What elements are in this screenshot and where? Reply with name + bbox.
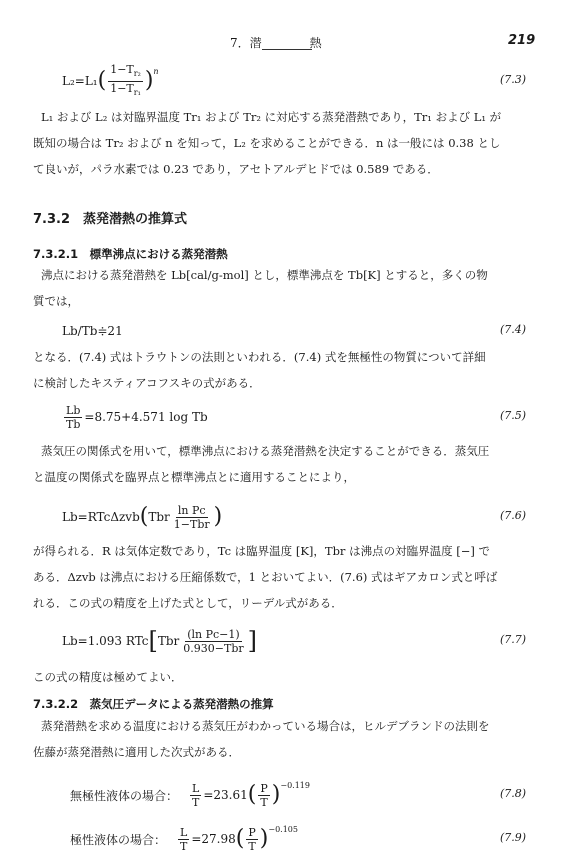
paragraph-1 bbox=[33, 104, 549, 182]
eq79-mid: =27.98 bbox=[191, 832, 236, 846]
subsection-heading-1: 7.3.2.1 標準沸点における蒸発潜熱 bbox=[33, 247, 228, 261]
running-header bbox=[0, 34, 567, 54]
equation-7-4 bbox=[0, 314, 567, 348]
eq79-num1: L bbox=[180, 825, 188, 839]
page-number: 219 bbox=[508, 33, 536, 48]
paragraph-3 bbox=[33, 344, 549, 396]
eq78-num1: L bbox=[192, 781, 200, 795]
eq75-den: Tb bbox=[66, 417, 81, 431]
equation-7-5 bbox=[0, 400, 567, 434]
eq79-den2: T bbox=[248, 839, 256, 853]
eq73-lhs: L₂=L₁ bbox=[62, 74, 98, 88]
eq76-den: 1−Tbr bbox=[173, 517, 210, 531]
eq73-num-sub: r₂ bbox=[133, 69, 141, 79]
para4-line: 蒸気圧の関係式を用いて，標準沸点における蒸発潜熱を決定することができる．蒸気圧 bbox=[41, 444, 490, 458]
para1-line: 既知の場合は Tr₂ および n を知って，L₂ を求めることができる．n は一般には 0.38 とし bbox=[33, 136, 501, 150]
eq77-inner: Tbr bbox=[157, 634, 180, 648]
eq79-num2: P bbox=[248, 825, 256, 839]
para2-line: 質では， bbox=[33, 294, 79, 308]
eq73-num: 1−T bbox=[110, 63, 134, 77]
section-heading: 7.3.2 蒸発潜熱の推算式 bbox=[33, 212, 188, 227]
para3-line: に検討したキスティアコフスキの式がある． bbox=[33, 376, 261, 390]
eq79-exp: −0.105 bbox=[268, 824, 298, 834]
eq78-prefix: 無極性液体の場合： bbox=[70, 788, 179, 803]
subsection-heading-2: 7.3.2.2 蒸気圧データによる蒸発潜熱の推算 bbox=[33, 697, 274, 711]
eq76-inner: Tbr bbox=[148, 510, 170, 524]
eq77-label: (7.7) bbox=[500, 633, 527, 646]
eq78-mid: =23.61 bbox=[203, 788, 248, 802]
para5-line: れる．この式の精度を上げた式として，リーデル式がある． bbox=[33, 596, 343, 610]
para7-line: 蒸発潜熱を求める温度における蒸気圧がわかっている場合は，ヒルデブランドの法則を bbox=[41, 719, 490, 733]
equation-7-3: L₂=L₁ ( $\frac{1-T_{r_2}}{1-T_{r_1}}$ ) $^n$ (7.3) bbox=[62, 63, 527, 97]
equation-7-8: 無極性液体の場合： $\frac{L}{T}$ =23.61 ( $\frac{P}{T}$ ) $^{-0.119}$ (7.8) bbox=[70, 780, 527, 809]
equation-7-6: Lb=RTcΔzvb ( Tbr $\frac{\text{ln Pc}}{\text{1−Tbr}}$ ) (7.6) bbox=[62, 503, 527, 531]
para5-line: が得られる．R は気体定数であり，Tc は臨界温度 [K]，Tbr は沸点の対臨界温度 [−] で bbox=[33, 544, 491, 558]
eq73-den-sub: r₁ bbox=[133, 87, 141, 97]
eq74-label: (7.4) bbox=[500, 323, 527, 336]
eq79-prefix: 極性液体の場合： bbox=[70, 832, 167, 847]
para1-line: L₁ および L₂ は対臨界温度 Tr₁ および Tr₂ に対応する蒸発潜熱であり，Tr₁ および L₁ が bbox=[41, 110, 502, 124]
eq76-lhs: Lb=RTcΔzvb bbox=[62, 510, 140, 524]
para5-line: ある．Δzvb は沸点における圧縮係数で，1 とおいてよい．(7.6) 式はギアカロン式と呼ば bbox=[33, 570, 498, 584]
para3-line: となる．(7.4) 式はトラウトンの法則といわれる．(7.4) 式を無極性の物質について詳細 bbox=[33, 350, 486, 364]
equation-7-7: Lb=1.093 RTc [ Tbr $\frac{\text{(ln Pc−1)}}{\text{0.930−Tbr}}$ ] (7.7) bbox=[62, 627, 527, 655]
eq73-den: 1−T bbox=[110, 81, 134, 95]
running-title: 7．潜 熱 bbox=[230, 36, 322, 50]
eq78-den1: T bbox=[192, 795, 200, 809]
eq76-label: (7.6) bbox=[500, 509, 527, 522]
eq76-num: ln Pc bbox=[177, 503, 206, 517]
eq75-rhs: =8.75+4.571 log Tb bbox=[84, 410, 208, 424]
eq77-den: 0.930−Tbr bbox=[183, 641, 244, 655]
paragraph-5 bbox=[33, 538, 549, 616]
paragraph-4 bbox=[33, 438, 549, 490]
eq73-exp: n bbox=[153, 66, 159, 76]
eq78-num2: P bbox=[260, 781, 268, 795]
eq74-text: Lb/Tb≑21 bbox=[62, 324, 123, 338]
eq75-num: Lb bbox=[66, 403, 81, 417]
eq79-den1: T bbox=[180, 839, 188, 853]
para4-line: と温度の関係式を臨界点と標準沸点とに適用することにより， bbox=[33, 470, 355, 484]
para2-line: 沸点における蒸発潜熱を Lb[cal/g-mol] とし，標準沸点を Tb[K] とすると，多くの物 bbox=[41, 268, 488, 282]
eq78-exp: −0.119 bbox=[280, 780, 310, 790]
eq78-label: (7.8) bbox=[500, 787, 527, 800]
equation-7-9: 極性液体の場合： $\frac{L}{T}$ =27.98 ( $\frac{P}{T}$ ) $^{-0.105}$ (7.9) bbox=[70, 824, 527, 853]
paragraph-6: この式の精度は極めてよい． bbox=[33, 670, 183, 684]
eq77-lhs: Lb=1.093 RTc bbox=[62, 634, 149, 648]
eq75-label: (7.5) bbox=[500, 409, 527, 422]
paragraph-7 bbox=[33, 713, 549, 765]
eq73-label: (7.3) bbox=[500, 73, 527, 86]
header-rule bbox=[262, 49, 312, 50]
paragraph-2 bbox=[33, 262, 549, 314]
para7-line: 佐藤が蒸発潜熱に適用した次式がある． bbox=[33, 745, 240, 759]
eq78-den2: T bbox=[260, 795, 268, 809]
para1-line: て良いが，パラ水素では 0.23 であり，アセトアルデヒドでは 0.589 である． bbox=[33, 162, 439, 176]
eq79-label: (7.9) bbox=[500, 831, 527, 844]
eq77-num: (ln Pc−1) bbox=[187, 627, 240, 641]
